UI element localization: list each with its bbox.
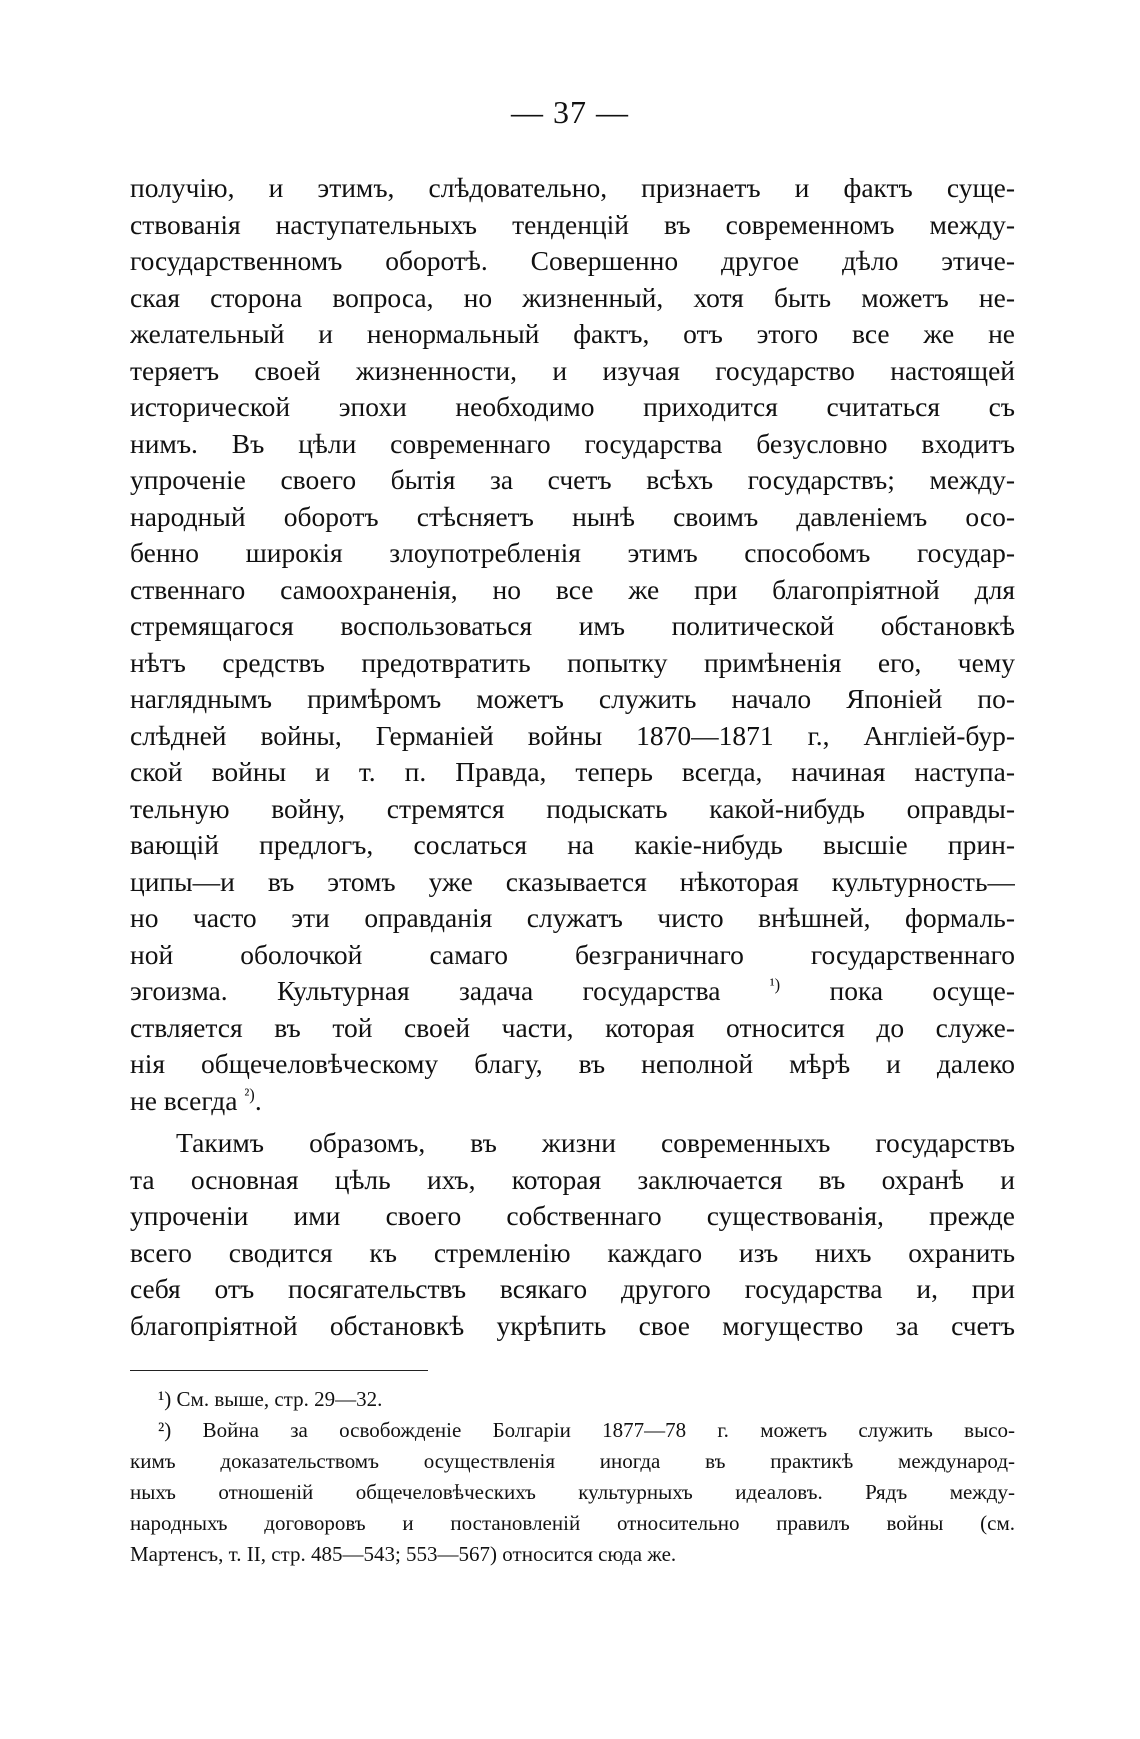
text-line: нимъ. Въ цѣли современнаго государства безусловно входитъ	[130, 427, 1015, 459]
text-line: теряетъ своей жизненности, и изучая государство настоящей	[130, 354, 1015, 386]
main-text	[130, 170, 1015, 1344]
footnote-text: См. выше, стр. 29—32.	[176, 1387, 383, 1411]
text-line: бенно широкія злоупотребленія этимъ способомъ государ-	[130, 537, 1015, 568]
footnote-marker: ¹)	[158, 1387, 172, 1411]
text-segment: эгоизма. Культурная задача государства	[130, 975, 721, 1006]
text-line: ская сторона вопроса, но жизненный, хотя быть можетъ не-	[130, 281, 1015, 313]
text-line: государственномъ оборотѣ. Совершенно другое дѣло этиче-	[130, 245, 1015, 276]
footnote-ref-1[interactable]: ¹)	[769, 974, 781, 994]
footnote-line: кимъ доказательствомъ осуществленія иногда въ практикѣ международ-	[130, 1449, 1015, 1473]
footnote-2	[130, 1415, 1015, 1446]
text-line: себя отъ посягательствъ всякаго другого государства и, при	[130, 1273, 1015, 1304]
footnote-line: народныхъ договоровъ и постановленій относительно правилъ войны (см.	[130, 1511, 1015, 1535]
text-line: но часто эти оправданія служатъ чисто внѣшней, формаль-	[130, 902, 1015, 933]
text-line: упроченіе своего бытія за счетъ всѣхъ государствъ; между-	[130, 464, 1015, 495]
footnote-ref-2[interactable]: ²)	[244, 1084, 255, 1104]
text-line-with-footnote-ref	[130, 1083, 1015, 1120]
text-line: народный оборотъ стѣсняетъ нынѣ своимъ давленіемъ осо-	[130, 500, 1015, 532]
text-line: ствляется въ той своей части, которая относится до служе-	[130, 1011, 1015, 1043]
footnotes	[130, 1384, 1015, 1570]
text-line: ской войны и т. п. Правда, теперь всегда, начиная наступа-	[130, 756, 1015, 787]
text-line: ной оболочкой самаго безграничнаго государственнаго	[130, 938, 1015, 970]
text-segment: пока осуще-	[829, 975, 1015, 1006]
footnote-marker: ²)	[158, 1418, 172, 1442]
text-line: упроченіи ими своего собственнаго существованія, прежде	[130, 1200, 1015, 1231]
text-line: Такимъ образомъ, въ жизни современныхъ государствъ	[176, 1127, 1015, 1158]
text-line: благопріятной обстановкѣ укрѣпить свое могущество за счетъ	[130, 1309, 1015, 1341]
text-line: ствованія наступательныхъ тенденцій въ современномъ между-	[130, 208, 1015, 240]
text-line: стремящагося воспользоваться имъ политической обстановкѣ	[130, 610, 1015, 641]
text-line: нія общечеловѣческому благу, въ неполной мѣрѣ и далеко	[130, 1048, 1015, 1079]
text-line: желательный и ненормальный фактъ, отъ этого все же не	[130, 318, 1015, 349]
text-line: исторической эпохи необходимо приходится считаться съ	[130, 391, 1015, 422]
text-line: та основная цѣль ихъ, которая заключается въ охранѣ и	[130, 1163, 1015, 1195]
text-segment: .	[254, 1084, 262, 1116]
text-line: всего сводится къ стремленію каждаго изъ нихъ охранить	[130, 1236, 1015, 1268]
text-line-with-footnote-ref	[130, 973, 1015, 1010]
page-number: — 37 —	[511, 94, 629, 130]
footnote-divider	[130, 1370, 428, 1371]
text-line: ципы—и въ этомъ уже сказывается нѣкоторая культурность—	[130, 865, 1015, 897]
text-segment: не всегда	[130, 1084, 238, 1116]
text-line: ственнаго самоохраненія, но все же при благопріятной для	[130, 573, 1015, 605]
footnote-1	[130, 1384, 1015, 1415]
text-line: тельную войну, стремятся подыскать какой-нибудь оправды-	[130, 792, 1015, 824]
text-line: слѣдней войны, Германіей войны 1870—1871 г., Англіей-бур-	[130, 719, 1015, 751]
footnote-line: ныхъ отношеній общечеловѣческихъ культурныхъ идеаловъ. Рядъ между-	[130, 1480, 1015, 1504]
text-line: получію, и этимъ, слѣдовательно, признаетъ и фактъ суще-	[130, 172, 1015, 203]
footnote-text: Война за освобожденіе Болгаріи 1877—78 г. можетъ служить высо-	[202, 1418, 1015, 1442]
footnote-line: Мартенсъ, т. II, стр. 485—543; 553—567) относится сюда же.	[130, 1542, 677, 1566]
text-line: нагляднымъ примѣромъ можетъ служить начало Японіей по-	[130, 683, 1015, 714]
text-line: нѣтъ средствъ предотвратить попытку примѣненія его, чему	[130, 646, 1015, 678]
text-line: вающій предлогъ, сослаться на какіе-нибудь высшіе прин-	[130, 829, 1015, 860]
